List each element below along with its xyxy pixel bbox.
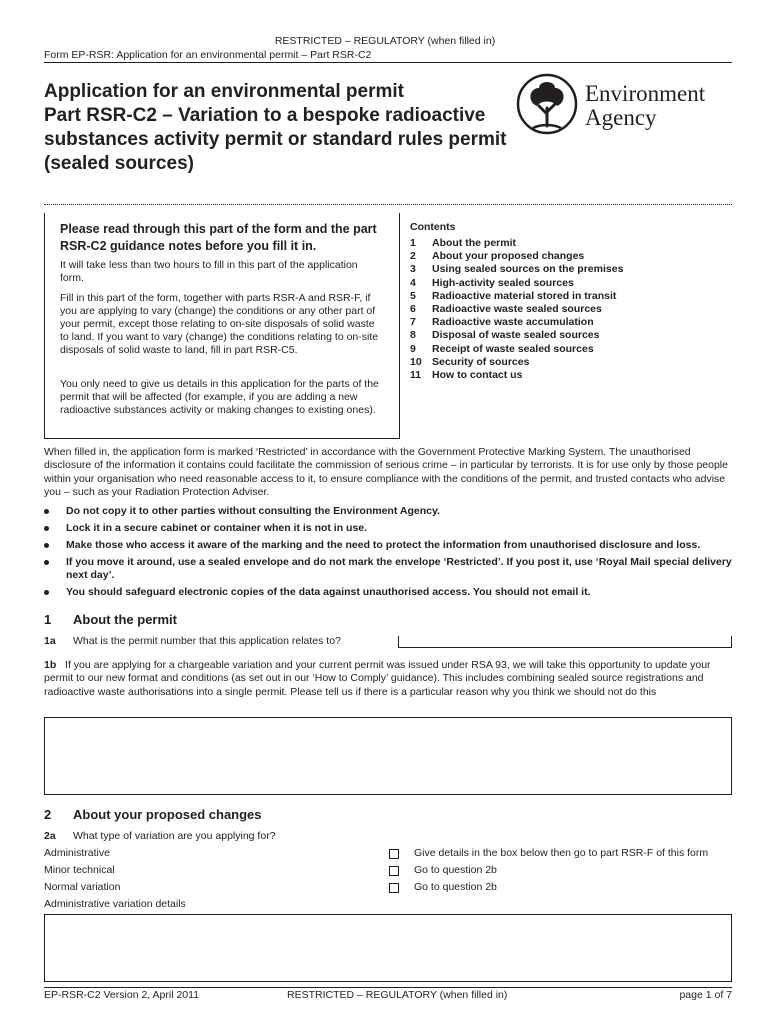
handling-rules-list bbox=[44, 505, 734, 603]
contents-item-label: Disposal of waste sealed sources bbox=[432, 329, 600, 342]
contents-item bbox=[410, 263, 623, 276]
handling-rule-text: Do not copy it to other parties without consulting the Environment Agency. bbox=[66, 505, 440, 517]
title-line-1: Application for an environmental permit bbox=[44, 81, 404, 102]
variation-minor-technical-checkbox[interactable] bbox=[389, 866, 399, 876]
bullet-icon bbox=[44, 509, 49, 514]
handling-rule bbox=[44, 522, 734, 535]
environment-agency-logo-icon bbox=[515, 72, 579, 136]
contents-item bbox=[410, 343, 623, 356]
question-1b-text: If you are applying for a chargeable variation and your current permit was issued under RSA 93, we will take this opportunity to update your permit to our new format and conditions (as set out in our ‘How to Comply’ guidance). This includes combining sealed source registrations and radioactive waste authorisations into a single permit. Please tell us if there is a particular reason why you think we should not do this bbox=[44, 659, 711, 698]
contents-item-number: 11 bbox=[410, 368, 422, 381]
contents-item-number: 7 bbox=[410, 316, 416, 329]
contents-item bbox=[410, 303, 623, 316]
section-divider-dotted bbox=[44, 204, 732, 205]
header-restricted-marking: RESTRICTED – REGULATORY (when filled in) bbox=[274, 35, 496, 47]
page-number: page 1 of 7 bbox=[679, 989, 732, 1001]
administrative-details-label: Administrative variation details bbox=[44, 898, 186, 910]
section-1-title: About the permit bbox=[73, 612, 177, 627]
handling-rule bbox=[44, 505, 734, 518]
contents-item bbox=[410, 250, 623, 263]
contents-item bbox=[410, 316, 623, 329]
handling-rule bbox=[44, 539, 734, 552]
contents-item-label: Receipt of waste sealed sources bbox=[432, 342, 594, 355]
environment-agency-logo bbox=[515, 72, 730, 138]
question-1b-label: 1b bbox=[44, 659, 57, 671]
section-1-number: 1 bbox=[44, 612, 52, 627]
administrative-details-field[interactable] bbox=[44, 914, 732, 982]
variation-option-normal-note: Go to question 2b bbox=[414, 881, 497, 893]
footer-version: EP-RSR-C2 Version 2, April 2011 bbox=[44, 989, 200, 1001]
logo-wordmark-line-1: Environment bbox=[585, 81, 706, 106]
contents-list bbox=[410, 237, 623, 382]
contents-item-label: Radioactive material stored in transit bbox=[432, 289, 617, 302]
question-2a-text: What type of variation are you applying for? bbox=[73, 830, 276, 842]
contents-item-label: High-activity sealed sources bbox=[432, 276, 574, 289]
contents-item-number: 3 bbox=[410, 263, 416, 276]
bullet-icon bbox=[44, 543, 49, 548]
title-line-4: (sealed sources) bbox=[44, 153, 194, 174]
variation-option-normal-label: Normal variation bbox=[44, 881, 121, 893]
permit-update-reason-field[interactable] bbox=[44, 717, 732, 795]
contents-item bbox=[410, 329, 623, 342]
contents-item-label: Using sealed sources on the premises bbox=[432, 263, 624, 276]
variation-option-minor-technical-note: Go to question 2b bbox=[414, 864, 497, 876]
variation-option-administrative-label: Administrative bbox=[44, 847, 110, 859]
question-1b bbox=[44, 659, 734, 699]
contents-item-number: 9 bbox=[410, 342, 416, 355]
contents-item bbox=[410, 237, 623, 250]
permit-number-field[interactable] bbox=[398, 636, 732, 648]
variation-administrative-checkbox[interactable] bbox=[389, 849, 399, 859]
intro-paragraph-parts: Fill in this part of the form, together with parts RSR-A and RSR-F, if you are applying to vary (change) the conditions or any other part of your permit, except those relating to on-site disposals of solid waste to land. If you want to vary (change) the conditions relating to on-site disposals of solid waste to land, fill in part RSR-C5. bbox=[60, 292, 379, 356]
contents-item-label: About the permit bbox=[432, 237, 516, 249]
bullet-icon bbox=[44, 560, 49, 565]
variation-option-minor-technical-label: Minor technical bbox=[44, 864, 115, 876]
handling-rule-text: Lock it in a secure cabinet or container when it is not in use. bbox=[66, 522, 368, 534]
question-1a-label: 1a bbox=[44, 635, 56, 647]
contents-item-label: How to contact us bbox=[432, 368, 523, 381]
contents-item-number: 2 bbox=[410, 250, 416, 263]
intro-paragraph-time: It will take less than two hours to fill in this part of the application form. bbox=[60, 259, 358, 284]
intro-heading: Please read through this part of the form and the part RSR-C2 guidance notes before you fill it in. bbox=[60, 222, 377, 253]
contents-item-number: 10 bbox=[410, 355, 422, 368]
footer-restricted-marking: RESTRICTED – REGULATORY (when filled in) bbox=[287, 989, 508, 1001]
variation-normal-checkbox[interactable] bbox=[389, 883, 399, 893]
contents-heading: Contents bbox=[410, 221, 456, 233]
contents-item-label: Radioactive waste accumulation bbox=[432, 316, 594, 329]
contents-item-number: 6 bbox=[410, 302, 416, 315]
bullet-icon bbox=[44, 590, 49, 595]
question-1a-text: What is the permit number that this application relates to? bbox=[73, 635, 341, 647]
question-2a-label: 2a bbox=[44, 830, 56, 842]
contents-item-number: 4 bbox=[410, 276, 416, 289]
contents-item-number: 5 bbox=[410, 289, 416, 302]
contents-item-number: 1 bbox=[410, 237, 416, 249]
contents-item-label: Radioactive waste sealed sources bbox=[432, 302, 602, 315]
page-title bbox=[44, 80, 514, 176]
intro-paragraph-details: You only need to give us details in this application for the parts of the permit that will be affected (for example, if you are adding a new radioactive substances activity or making changes to existing ones). bbox=[60, 378, 379, 416]
contents-item bbox=[410, 356, 623, 369]
restricted-notice: When filled in, the application form is marked ‘Restricted’ in accordance with the Government Protective Marking System. The unauthorised disclosure of the information it contains could facilitate the commission of serious crime – in particular by terrorists. It is for use only by those people within your organisation who need reasonable access to it, to ensure compliance with the conditions of the permit, and trusted contacts who advise you – such as your Radiation Protection Adviser. bbox=[44, 446, 728, 498]
bullet-icon bbox=[44, 526, 49, 531]
variation-option-administrative-note: Give details in the box below then go to part RSR-F of this form bbox=[414, 847, 709, 859]
contents-item-label: Security of sources bbox=[432, 355, 530, 368]
handling-rule-text: If you move it around, use a sealed envelope and do not mark the envelope ‘Restricted’. If you post it, use ‘Royal Mail special delivery next day’. bbox=[66, 556, 732, 581]
handling-rule-text: You should safeguard electronic copies of the data against unauthorised access. You should not email it. bbox=[66, 586, 591, 598]
title-line-3: substances activity permit or standard rules permit bbox=[44, 129, 507, 150]
contents-item-label: About your proposed changes bbox=[432, 250, 585, 263]
contents-item bbox=[410, 369, 623, 382]
footer-divider bbox=[44, 987, 732, 988]
contents-item-number: 8 bbox=[410, 329, 416, 342]
handling-rule bbox=[44, 586, 734, 599]
header-divider bbox=[44, 62, 732, 63]
form-reference: Form EP-RSR: Application for an environmental permit – Part RSR-C2 bbox=[44, 49, 372, 61]
handling-rule-text: Make those who access it aware of the marking and the need to protect the information from unauthorised disclosure and loss. bbox=[66, 539, 701, 551]
section-2-title: About your proposed changes bbox=[73, 807, 262, 822]
contents-item bbox=[410, 277, 623, 290]
title-line-2: Part RSR-C2 – Variation to a bespoke radioactive bbox=[44, 105, 486, 126]
logo-wordmark-line-2: Agency bbox=[585, 105, 657, 130]
contents-item bbox=[410, 290, 623, 303]
section-2-number: 2 bbox=[44, 807, 52, 822]
handling-rule bbox=[44, 556, 734, 582]
